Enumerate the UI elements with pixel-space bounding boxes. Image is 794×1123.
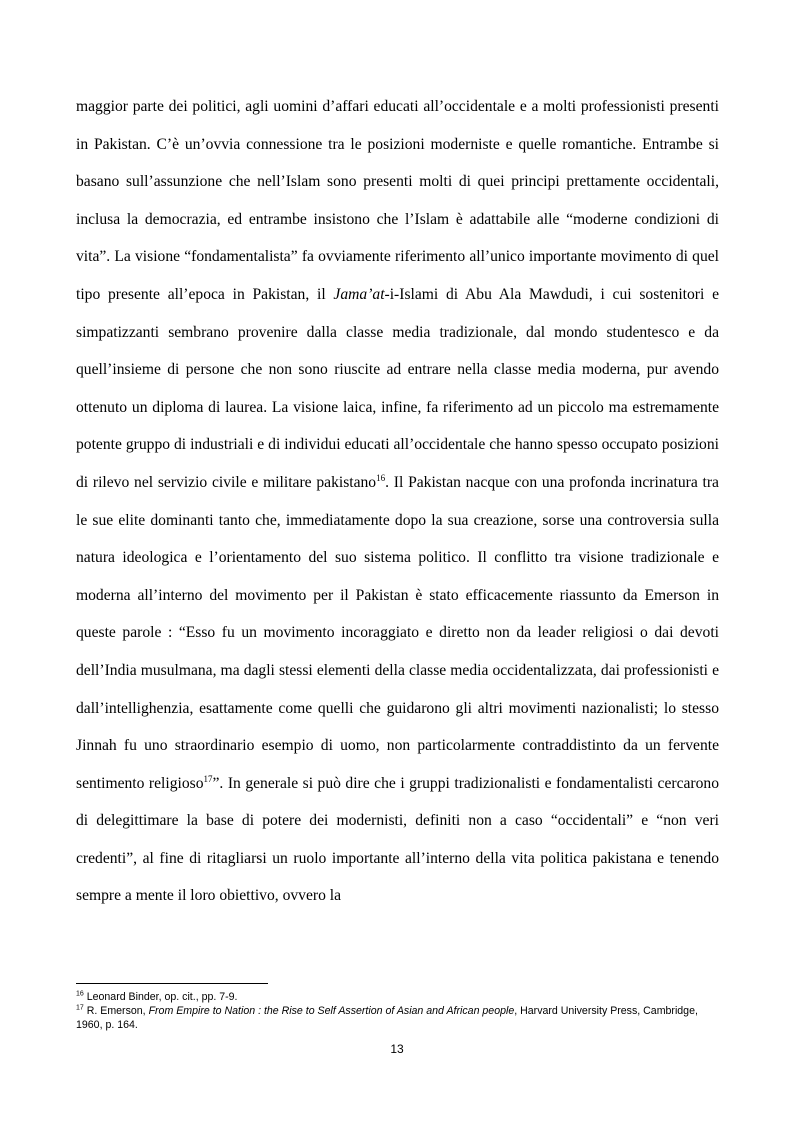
footnote-ref-17[interactable]: 17 [203, 773, 213, 784]
page-number: 13 [390, 1042, 404, 1056]
footnote-16 [76, 990, 719, 1004]
body-text-part-1: maggior parte dei politici, agli uomini d’affari educati all’occidentale e a molti professionisti presenti in Pakistan. C’è un’ovvia connessione tra le posizioni moderniste e quelle romantiche. Entrambe si basano sull’assunzione che nell’Islam sono presenti molti di quei principi prettamente occidentali, inclusa la democrazia, ed entrambe insistono che l’Islam è adattabile alle “moderne condizioni di vita”. La visione “fondamentalista” fa ovviamente riferimento all’unico importante movimento di quel tipo presente all’epoca in Pakistan, il [76, 98, 719, 303]
body-text-part-2: -i-Islami di Abu Ala Mawdudi, i cui sostenitori e simpatizzanti sembrano provenire dalla classe media tradizionale, dal mondo studentesco e da quell’insieme di persone che non sono riuscite ad entrare nella classe media moderna, pur avendo ottenuto un diploma di laurea. La visione laica, infine, fa riferimento ad un piccolo ma estremamente potente gruppo di industriali e di individui educati all’occidentale che hanno spesso occupato posizioni di rilevo nel servizio civile e militare pakistano [76, 285, 719, 491]
body-paragraph [76, 88, 719, 915]
footnote-17-post: , Harvard University Press, Cambridge, 1960, p. 164. [76, 1005, 698, 1031]
footnote-17-title: From Empire to Nation : the Rise to Self Assertion of Asian and African people [148, 1005, 515, 1017]
body-text-part-3: . Il Pakistan nacque con una profonda incrinatura tra le sue elite dominanti tanto che, immediatamente dopo la sua creazione, sorse una controversia sulla natura ideologica e l’orientamento del suo sistema politico. Il conflitto tra visione tradizionale e moderna all’interno del movimento per il Pakistan è stato efficacemente riassunto da Emerson in queste parole : “Esso fu un movimento incoraggiato e diretto non da leader religiosi o dai devoti dell’India musulmana, ma dagli stessi elementi della classe media occidentalizzata, dai professionisti e dall’intellighenzia, esattamente come quelli che guidarono gli altri movimenti nazionalisti; lo stesso Jinnah fu uno straordinario esempio di uomo, non particolarmente contraddistinto da un fervente sentimento religioso [76, 473, 719, 792]
footnote-ref-16[interactable]: 16 [376, 472, 386, 483]
footnotes [76, 990, 719, 1032]
footnote-16-number: 16 [76, 990, 84, 998]
footnote-17-number: 17 [76, 1004, 84, 1012]
body-text-part-4: ”. In generale si può dire che i gruppi tradizionalisti e fondamentalisti cercarono di delegittimare la base di potere dei modernisti, definiti non a caso “occidentali” e “non veri credenti”, al fine di ritagliarsi un ruolo importante all’interno della vita politica pakistana e tenendo sempre a mente il loro obiettivo, ovvero la [76, 774, 719, 905]
footnote-17-pre: R. Emerson, [83, 1005, 149, 1017]
footnote-16-text: Leonard Binder, op. cit., pp. 7-9. [83, 991, 238, 1003]
body-text-italic-jamaat: Jama’at [333, 285, 385, 303]
footnote-separator [76, 983, 268, 984]
footnote-17 [76, 1004, 719, 1032]
